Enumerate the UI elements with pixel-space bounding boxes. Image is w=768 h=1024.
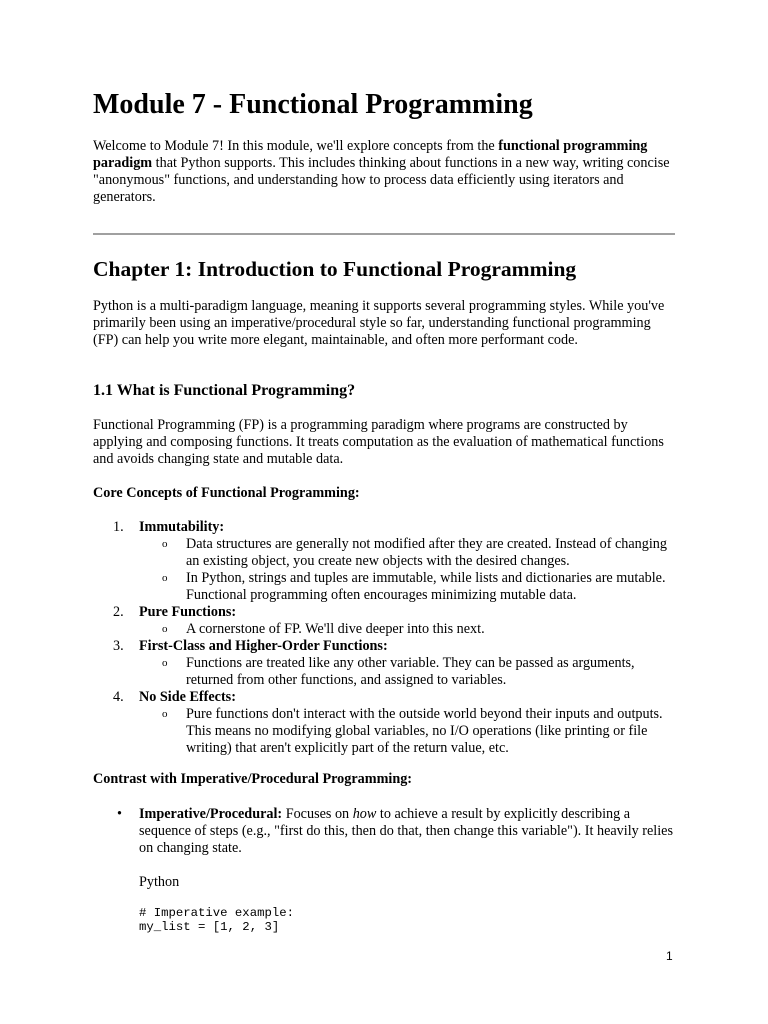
- emphasis-how: how: [352, 806, 377, 822]
- chapter-intro-paragraph: Python is a multi-paradigm language, meaning it supports several programming styles. While you've primarily been using an imperative/procedural style so far, understanding functional programming (FP) can help you write more elegant, maintainable, and often more performant code.: [93, 298, 665, 348]
- contrast-heading: Contrast with Imperative/Procedural Programming:: [93, 771, 413, 787]
- circle-bullet-icon: o: [162, 538, 168, 550]
- intro-bold-term: functional programming paradigm: [93, 138, 648, 171]
- contrast-item-title: Imperative/Procedural:: [139, 806, 283, 822]
- list-item: o A cornerstone of FP. We'll dive deeper into this next.: [162, 621, 485, 637]
- concept-item-first-class-functions: 3. First-Class and Higher-Order Functions: o Functions are treated like any other variable. They can be passed as arguments, returned from other functions, and assigned to variables.: [93, 638, 675, 689]
- section-heading: 1.1 What is Functional Programming?: [93, 382, 356, 399]
- concept-title: Immutability:: [139, 519, 225, 535]
- section-divider: [93, 233, 675, 235]
- chapter-heading: Chapter 1: Introduction to Functional Programming: [93, 257, 577, 281]
- concept-sublist: [139, 655, 675, 689]
- code-language-label: Python: [139, 874, 180, 890]
- concept-item-no-side-effects: 4. No Side Effects: o Pure functions don't interact with the outside world beyond their inputs and outputs. This means no modifying global variables, no I/O operations (like printing or file writing) that aren't explicitly part of the return value, etc.: [93, 689, 675, 757]
- list-item: o Pure functions don't interact with the outside world beyond their inputs and outputs. This means no modifying global variables, no I/O operations (like printing or file writing) that aren't explicitly part of the return value, etc.: [162, 706, 663, 756]
- page-number: 1: [666, 949, 673, 963]
- circle-bullet-icon: o: [162, 623, 168, 635]
- circle-bullet-icon: o: [162, 572, 168, 584]
- page-title: Module 7 - Functional Programming: [93, 89, 533, 120]
- intro-paragraph: Welcome to Module 7! In this module, we'll explore concepts from the functional programming paradigm that Python supports. This includes thinking about functions in a new way, writing concise "anonymous" functions, and understanding how to process data efficiently using iterators and generators.: [93, 138, 670, 205]
- list-item: o In Python, strings and tuples are immutable, while lists and dictionaries are mutable. Functional programming often encourages minimizing mutable data.: [162, 570, 666, 603]
- concept-title: First-Class and Higher-Order Functions:: [139, 638, 388, 654]
- concept-sublist: [139, 706, 675, 757]
- concept-item-pure-functions: 2. Pure Functions: o A cornerstone of FP. We'll dive deeper into this next.: [93, 604, 675, 638]
- code-block: [139, 906, 675, 934]
- core-concepts-list: [93, 519, 675, 757]
- code-line: # Imperative example:: [139, 906, 294, 920]
- concept-title: Pure Functions:: [139, 604, 237, 620]
- code-line: my_list = [1, 2, 3]: [139, 920, 280, 934]
- circle-bullet-icon: o: [162, 657, 168, 669]
- core-concepts-heading: Core Concepts of Functional Programming:: [93, 485, 360, 501]
- concept-title: No Side Effects:: [139, 689, 236, 705]
- concept-sublist: [139, 536, 675, 604]
- list-item: o Data structures are generally not modified after they are created. Instead of changing an existing object, you create new objects with the desired changes.: [162, 536, 667, 569]
- concept-item-immutability: 1. Immutability: o Data structures are generally not modified after they are created. Instead of changing an existing object, you create new objects with the desired changes. o In Python, strings and tuples are immutable, while lists and dictionaries are mutable. Functional programming often encourages minimizing mutable data.: [93, 519, 675, 604]
- document-page: [93, 86, 675, 934]
- bullet-dot-icon: •: [117, 806, 122, 822]
- list-item: o Functions are treated like any other variable. They can be passed as arguments, returned from other functions, and assigned to variables.: [162, 655, 635, 688]
- circle-bullet-icon: o: [162, 708, 168, 720]
- contrast-list: [93, 806, 675, 857]
- list-item: • Imperative/Procedural: Focuses on how to achieve a result by explicitly describing a sequence of steps (e.g., "first do this, then do that, then change this variable"). It heavily relies on changing state.: [117, 806, 673, 856]
- section-paragraph: Functional Programming (FP) is a programming paradigm where programs are constructed by applying and composing functions. It treats computation as the evaluation of mathematical functions and avoids changing state and mutable data.: [93, 417, 664, 467]
- concept-sublist: [139, 621, 675, 638]
